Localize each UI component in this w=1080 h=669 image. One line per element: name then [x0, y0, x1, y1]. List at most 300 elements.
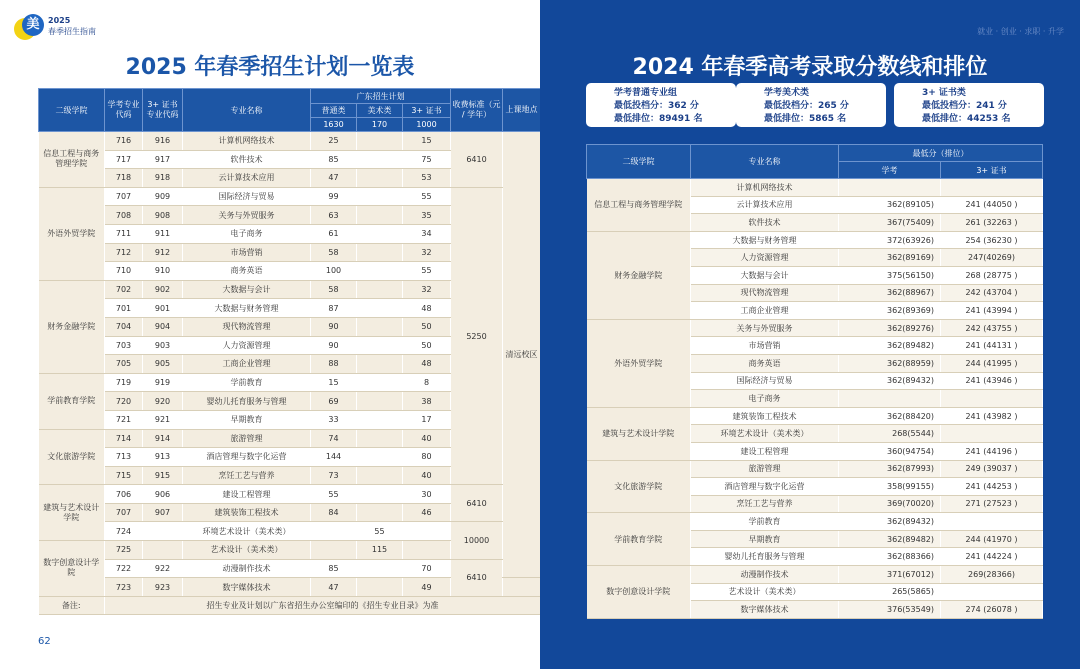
cell-xuekao: 367(75409) [839, 214, 941, 232]
header-college: 二级学院 [587, 145, 691, 179]
cell-cert: 241 (43946 ) [941, 372, 1043, 390]
group-college: 建筑与艺术设计学院 [39, 485, 105, 541]
cell-cert [941, 390, 1043, 408]
cell-art: 55 [357, 522, 403, 541]
cell-cert-code: 908 [143, 206, 183, 225]
cell-major: 动漫制作技术 [183, 559, 311, 578]
cell-major: 关务与外贸服务 [691, 319, 839, 337]
group-college: 数字创意设计学院 [587, 566, 691, 619]
summary-card [736, 83, 886, 127]
table-row [39, 187, 541, 206]
cell-major: 现代物流管理 [691, 284, 839, 302]
cell-art: 115 [357, 541, 403, 560]
cell-cert: 32 [403, 280, 451, 299]
cell-cert: 49 [403, 578, 451, 597]
cell-general: 58 [311, 280, 357, 299]
cell-major: 早期教育 [691, 530, 839, 548]
table-row [39, 485, 541, 504]
cell-code: 711 [105, 224, 143, 243]
cell-code: 715 [105, 466, 143, 485]
cell-cert: 70 [403, 559, 451, 578]
cell-cert: 55 [403, 187, 451, 206]
cell-major: 计算机网络技术 [691, 179, 839, 197]
header-major-name: 专业名称 [183, 89, 311, 132]
group-college: 外语外贸学院 [587, 319, 691, 407]
total-art: 170 [357, 118, 403, 132]
cell-xuekao: 362(89276) [839, 319, 941, 337]
cell-code: 716 [105, 132, 143, 151]
cell-general: 99 [311, 187, 357, 206]
cell-major: 艺术设计（美术类） [691, 583, 839, 601]
cell-art [357, 373, 403, 392]
cell-cert: 261 (32263 ) [941, 214, 1043, 232]
cell-major: 数字媒体技术 [691, 601, 839, 619]
table-row [587, 566, 1043, 584]
cell-general: 73 [311, 466, 357, 485]
cell-code: 719 [105, 373, 143, 392]
table-row [587, 179, 1043, 197]
cell-major: 数字媒体技术 [183, 578, 311, 597]
cell-general: 85 [311, 559, 357, 578]
cell-cert-code: 921 [143, 410, 183, 429]
cell-cert: 40 [403, 466, 451, 485]
cell-cert: 50 [403, 317, 451, 336]
card-score: 最低投档分：241 分 [922, 101, 1007, 111]
cell-major: 市场营销 [183, 243, 311, 262]
cell-art [357, 243, 403, 262]
cell-art [357, 410, 403, 429]
cell-cert: 241 (44131 ) [941, 337, 1043, 355]
cell-xuekao: 375(56150) [839, 266, 941, 284]
table-row [39, 559, 541, 578]
cell-cert-code: 906 [143, 485, 183, 504]
cell-fee: 5250 [451, 187, 503, 485]
cell-major: 旅游管理 [183, 429, 311, 448]
cell-cert: 268 (28775 ) [941, 266, 1043, 284]
header-cert: 3+ 证书 [941, 162, 1043, 179]
cell-cert-code: 915 [143, 466, 183, 485]
cell-major: 大数据与财务管理 [183, 299, 311, 318]
cell-cert-code: 919 [143, 373, 183, 392]
note-text: 招生专业及计划以广东省招生办公室编印的《招生专业目录》为准 [105, 596, 541, 614]
cell-major: 市场营销 [691, 337, 839, 355]
cell-general: 87 [311, 299, 357, 318]
cell-major: 人力资源管理 [691, 249, 839, 267]
cell-art [357, 355, 403, 374]
cell-xuekao: 362(88366) [839, 548, 941, 566]
cell-general: 100 [311, 262, 357, 281]
cell-art [357, 392, 403, 411]
cell-general: 144 [311, 448, 357, 467]
cell-major: 电子商务 [691, 390, 839, 408]
cell-major: 环境艺术设计（美术类） [691, 425, 839, 443]
cell-general: 84 [311, 503, 357, 522]
cell-code: 713 [105, 448, 143, 467]
cell-cert [941, 179, 1043, 197]
cell-code: 714 [105, 429, 143, 448]
enrollment-plan-table [38, 88, 541, 615]
cell-cert: 241 (44196 ) [941, 442, 1043, 460]
group-college: 财务金融学院 [39, 280, 105, 373]
cell-major: 酒店管理与数字化运营 [691, 478, 839, 496]
cell-code: 724 [105, 522, 143, 541]
summary-card [894, 83, 1044, 127]
cell-xuekao: 362(89432) [839, 372, 941, 390]
cell-cert: 242 (43755 ) [941, 319, 1043, 337]
summary-card [586, 83, 736, 127]
cell-code: 723 [105, 578, 143, 597]
cell-cert: 242 (43704 ) [941, 284, 1043, 302]
group-college: 财务金融学院 [587, 231, 691, 319]
cell-xuekao: 362(89482) [839, 337, 941, 355]
cell-major: 人力资源管理 [183, 336, 311, 355]
cell-cert-code: 910 [143, 262, 183, 281]
cell-art [357, 503, 403, 522]
cell-major: 云计算技术应用 [691, 196, 839, 214]
cell-cert-code: 917 [143, 150, 183, 169]
cell-xuekao [839, 179, 941, 197]
cell-art [357, 336, 403, 355]
cell-xuekao: 265(5865) [839, 583, 941, 601]
cell-cert-code: 923 [143, 578, 183, 597]
table-row [587, 319, 1043, 337]
cell-general: 90 [311, 336, 357, 355]
cell-cert-code: 905 [143, 355, 183, 374]
cell-general: 25 [311, 132, 357, 151]
cell-major: 国际经济与贸易 [691, 372, 839, 390]
cell-art [357, 224, 403, 243]
cell-major: 酒店管理与数字化运营 [183, 448, 311, 467]
cell-cert: 15 [403, 132, 451, 151]
cell-xuekao: 362(89432) [839, 513, 941, 531]
cell-cert [941, 513, 1043, 531]
cell-xuekao: 360(94754) [839, 442, 941, 460]
plan-title: 2025 年春季招生计划一览表 [125, 55, 415, 80]
cell-cert: 80 [403, 448, 451, 467]
card-rank: 最低排位：5865 名 [764, 114, 847, 124]
cell-major: 建设工程管理 [691, 442, 839, 460]
cell-general: 90 [311, 317, 357, 336]
cell-cert-code: 901 [143, 299, 183, 318]
header-campus: 上课地点 [503, 89, 541, 132]
header-general: 普通类 [311, 104, 357, 118]
cell-campus: 清远校区 [503, 132, 541, 578]
cell-cert-code: 920 [143, 392, 183, 411]
cell-art [357, 206, 403, 225]
header-major-code: 学考专业代码 [105, 89, 143, 132]
cell-cert: 53 [403, 169, 451, 188]
cell-major: 计算机网络技术 [183, 132, 311, 151]
cell-cert: 75 [403, 150, 451, 169]
cell-cert-code: 916 [143, 132, 183, 151]
cell-major: 商务英语 [691, 354, 839, 372]
cell-major: 婴幼儿托育服务与管理 [691, 548, 839, 566]
cell-cert-code: 913 [143, 448, 183, 467]
cell-art [357, 578, 403, 597]
cell-major: 建筑装饰工程技术 [183, 503, 311, 522]
cell-campus-empty [503, 578, 541, 597]
cell-cert: 241 (43982 ) [941, 407, 1043, 425]
cell-major: 大数据与会计 [691, 266, 839, 284]
header-cert: 3+ 证书 [403, 104, 451, 118]
cell-code: 706 [105, 485, 143, 504]
cell-major: 艺术设计（美术类） [183, 541, 311, 560]
cell-major: 学前教育 [691, 513, 839, 531]
table-row [587, 513, 1043, 531]
table-row [39, 132, 541, 151]
cell-cert-code: 918 [143, 169, 183, 188]
cell-code: 705 [105, 355, 143, 374]
cell-general: 63 [311, 206, 357, 225]
cell-cert-code: 909 [143, 187, 183, 206]
cell-cert-code: 902 [143, 280, 183, 299]
cell-art [357, 280, 403, 299]
cell-cert: 241 (44253 ) [941, 478, 1043, 496]
cell-cert: 48 [403, 355, 451, 374]
cell-cert-code [143, 541, 183, 560]
cell-cert: 244 (41995 ) [941, 354, 1043, 372]
group-college: 学前教育学院 [39, 373, 105, 429]
cell-cert-code: 922 [143, 559, 183, 578]
cell-major: 烹饪工艺与营养 [691, 495, 839, 513]
cell-major: 软件技术 [183, 150, 311, 169]
cell-art [357, 429, 403, 448]
cell-code: 717 [105, 150, 143, 169]
cell-code: 707 [105, 503, 143, 522]
brand-name: 春季招生指南 [48, 27, 96, 36]
header-min-score: 最低分（排位） [839, 145, 1043, 162]
cell-major: 现代物流管理 [183, 317, 311, 336]
cell-general: 61 [311, 224, 357, 243]
cell-art [357, 169, 403, 188]
cell-xuekao: 362(89369) [839, 302, 941, 320]
cell-art [357, 559, 403, 578]
card-title: 3+ 证书类 [922, 88, 966, 98]
cell-major: 婴幼儿托育服务与管理 [183, 392, 311, 411]
cell-cert: 34 [403, 224, 451, 243]
cell-general: 33 [311, 410, 357, 429]
cell-cert: 269(28366) [941, 566, 1043, 584]
cell-major: 动漫制作技术 [691, 566, 839, 584]
cell-code: 720 [105, 392, 143, 411]
cell-code: 721 [105, 410, 143, 429]
header-art: 美术类 [357, 104, 403, 118]
table-row [587, 231, 1043, 249]
cell-major: 商务英语 [183, 262, 311, 281]
cell-cert: 55 [403, 262, 451, 281]
cell-major: 大数据与会计 [183, 280, 311, 299]
cell-art [357, 150, 403, 169]
top-nav: 就业 · 创业 · 求职 · 升学 [977, 27, 1064, 36]
cell-general [311, 541, 357, 560]
cell-general: 85 [311, 150, 357, 169]
cell-art [357, 132, 403, 151]
cell-cert: 254 (36230 ) [941, 231, 1043, 249]
cell-cert-code: 904 [143, 317, 183, 336]
cell-major: 工商企业管理 [183, 355, 311, 374]
cell-major: 烹饪工艺与营养 [183, 466, 311, 485]
cell-cert: 38 [403, 392, 451, 411]
cell-art [357, 466, 403, 485]
cell-cert-code: 907 [143, 503, 183, 522]
cell-fee: 6410 [451, 485, 503, 522]
table-row [39, 522, 541, 541]
cell-xuekao: 362(88959) [839, 354, 941, 372]
group-college: 信息工程与商务管理学院 [39, 132, 105, 188]
table-row [587, 407, 1043, 425]
cell-xuekao: 362(89105) [839, 196, 941, 214]
total-cert: 1000 [403, 118, 451, 132]
note-row [39, 596, 541, 614]
cell-cert: 30 [403, 485, 451, 504]
cell-cert: 241 (43994 ) [941, 302, 1043, 320]
cell-major: 大数据与财务管理 [691, 231, 839, 249]
card-rank: 最低排位：44253 名 [922, 114, 1011, 124]
cell-major: 建筑装饰工程技术 [691, 407, 839, 425]
cell-cert: 241 (44050 ) [941, 196, 1043, 214]
cell-general: 47 [311, 169, 357, 188]
cell-cert-code [143, 522, 183, 541]
cell-xuekao: 371(67012) [839, 566, 941, 584]
header-cert-code: 3+ 证书专业代码 [143, 89, 183, 132]
cell-art [357, 187, 403, 206]
admission-score-table [586, 144, 1043, 619]
brand-logo [14, 14, 44, 44]
cell-major: 软件技术 [691, 214, 839, 232]
cell-cert-code: 903 [143, 336, 183, 355]
cell-cert: 32 [403, 243, 451, 262]
cell-cert: 35 [403, 206, 451, 225]
group-college: 学前教育学院 [587, 513, 691, 566]
total-general: 1630 [311, 118, 357, 132]
card-score: 最低投档分：362 分 [614, 101, 699, 111]
scores-title: 2024 年春季高考录取分数线和排位 [632, 55, 988, 80]
cell-code: 722 [105, 559, 143, 578]
cell-fee: 6410 [451, 559, 503, 596]
group-college: 信息工程与商务管理学院 [587, 179, 691, 232]
cell-cert: 48 [403, 299, 451, 318]
cell-art [357, 448, 403, 467]
cell-cert: 50 [403, 336, 451, 355]
cell-major: 环境艺术设计（美术类） [183, 522, 311, 541]
card-title: 学考普通专业组 [614, 88, 678, 98]
cell-code: 702 [105, 280, 143, 299]
cell-general: 55 [311, 485, 357, 504]
logo-char: 美 [22, 14, 44, 36]
cell-general [311, 522, 357, 541]
cell-code: 708 [105, 206, 143, 225]
cell-cert: 247(40269) [941, 249, 1043, 267]
cell-major: 国际经济与贸易 [183, 187, 311, 206]
cell-general: 58 [311, 243, 357, 262]
cell-code: 707 [105, 187, 143, 206]
table-row [587, 460, 1043, 478]
cell-xuekao: 372(63926) [839, 231, 941, 249]
header-gd-plan: 广东招生计划 [311, 89, 451, 104]
cell-cert: 241 (44224 ) [941, 548, 1043, 566]
cell-major: 建设工程管理 [183, 485, 311, 504]
cell-major: 工商企业管理 [691, 302, 839, 320]
cell-code: 703 [105, 336, 143, 355]
cell-xuekao: 369(70020) [839, 495, 941, 513]
cell-xuekao [839, 390, 941, 408]
card-title: 学考美术类 [764, 88, 810, 98]
cell-cert [403, 522, 451, 541]
cell-xuekao: 362(88420) [839, 407, 941, 425]
cell-art [357, 262, 403, 281]
cell-major: 早期教育 [183, 410, 311, 429]
group-college: 数字创意设计学院 [39, 541, 105, 597]
cell-cert [941, 425, 1043, 443]
cell-cert [941, 583, 1043, 601]
cell-code: 718 [105, 169, 143, 188]
cell-xuekao: 358(99155) [839, 478, 941, 496]
cell-xuekao: 362(88967) [839, 284, 941, 302]
cell-cert-code: 914 [143, 429, 183, 448]
page-number: 62 [38, 636, 51, 647]
cell-general: 69 [311, 392, 357, 411]
cell-cert: 8 [403, 373, 451, 392]
right-page [540, 0, 1080, 669]
group-college: 文化旅游学院 [39, 429, 105, 485]
cell-major: 电子商务 [183, 224, 311, 243]
group-college: 外语外贸学院 [39, 187, 105, 280]
cell-major: 学前教育 [183, 373, 311, 392]
cell-cert: 40 [403, 429, 451, 448]
cell-art [357, 485, 403, 504]
brand-year: 2025 [48, 16, 71, 25]
cell-code: 725 [105, 541, 143, 560]
cell-code: 712 [105, 243, 143, 262]
cell-cert-code: 911 [143, 224, 183, 243]
cell-art [357, 299, 403, 318]
card-rank: 最低排位：89491 名 [614, 114, 703, 124]
cell-fee: 10000 [451, 522, 503, 559]
cell-general: 47 [311, 578, 357, 597]
cell-cert [403, 541, 451, 560]
note-label: 备注: [39, 596, 105, 614]
cell-cert: 274 (26078 ) [941, 601, 1043, 619]
cell-cert: 271 (27523 ) [941, 495, 1043, 513]
cell-major: 关务与外贸服务 [183, 206, 311, 225]
header-xuekao: 学考 [839, 162, 941, 179]
cell-cert: 17 [403, 410, 451, 429]
group-college: 文化旅游学院 [587, 460, 691, 513]
header-major: 专业名称 [691, 145, 839, 179]
cell-code: 704 [105, 317, 143, 336]
cell-major: 云计算技术应用 [183, 169, 311, 188]
cell-fee: 6410 [451, 132, 503, 188]
cell-general: 88 [311, 355, 357, 374]
cell-code: 701 [105, 299, 143, 318]
cell-general: 15 [311, 373, 357, 392]
cell-cert: 244 (41970 ) [941, 530, 1043, 548]
cell-xuekao: 268(5544) [839, 425, 941, 443]
cell-cert: 46 [403, 503, 451, 522]
cell-xuekao: 362(89482) [839, 530, 941, 548]
cell-general: 74 [311, 429, 357, 448]
header-fee: 收费标准（元 / 学年） [451, 89, 503, 132]
cell-xuekao: 362(89169) [839, 249, 941, 267]
cell-cert: 249 (39037 ) [941, 460, 1043, 478]
cell-cert-code: 912 [143, 243, 183, 262]
cell-xuekao: 376(53549) [839, 601, 941, 619]
card-score: 最低投档分：265 分 [764, 101, 849, 111]
cell-xuekao: 362(87993) [839, 460, 941, 478]
cell-art [357, 317, 403, 336]
group-college: 建筑与艺术设计学院 [587, 407, 691, 460]
cell-code: 710 [105, 262, 143, 281]
